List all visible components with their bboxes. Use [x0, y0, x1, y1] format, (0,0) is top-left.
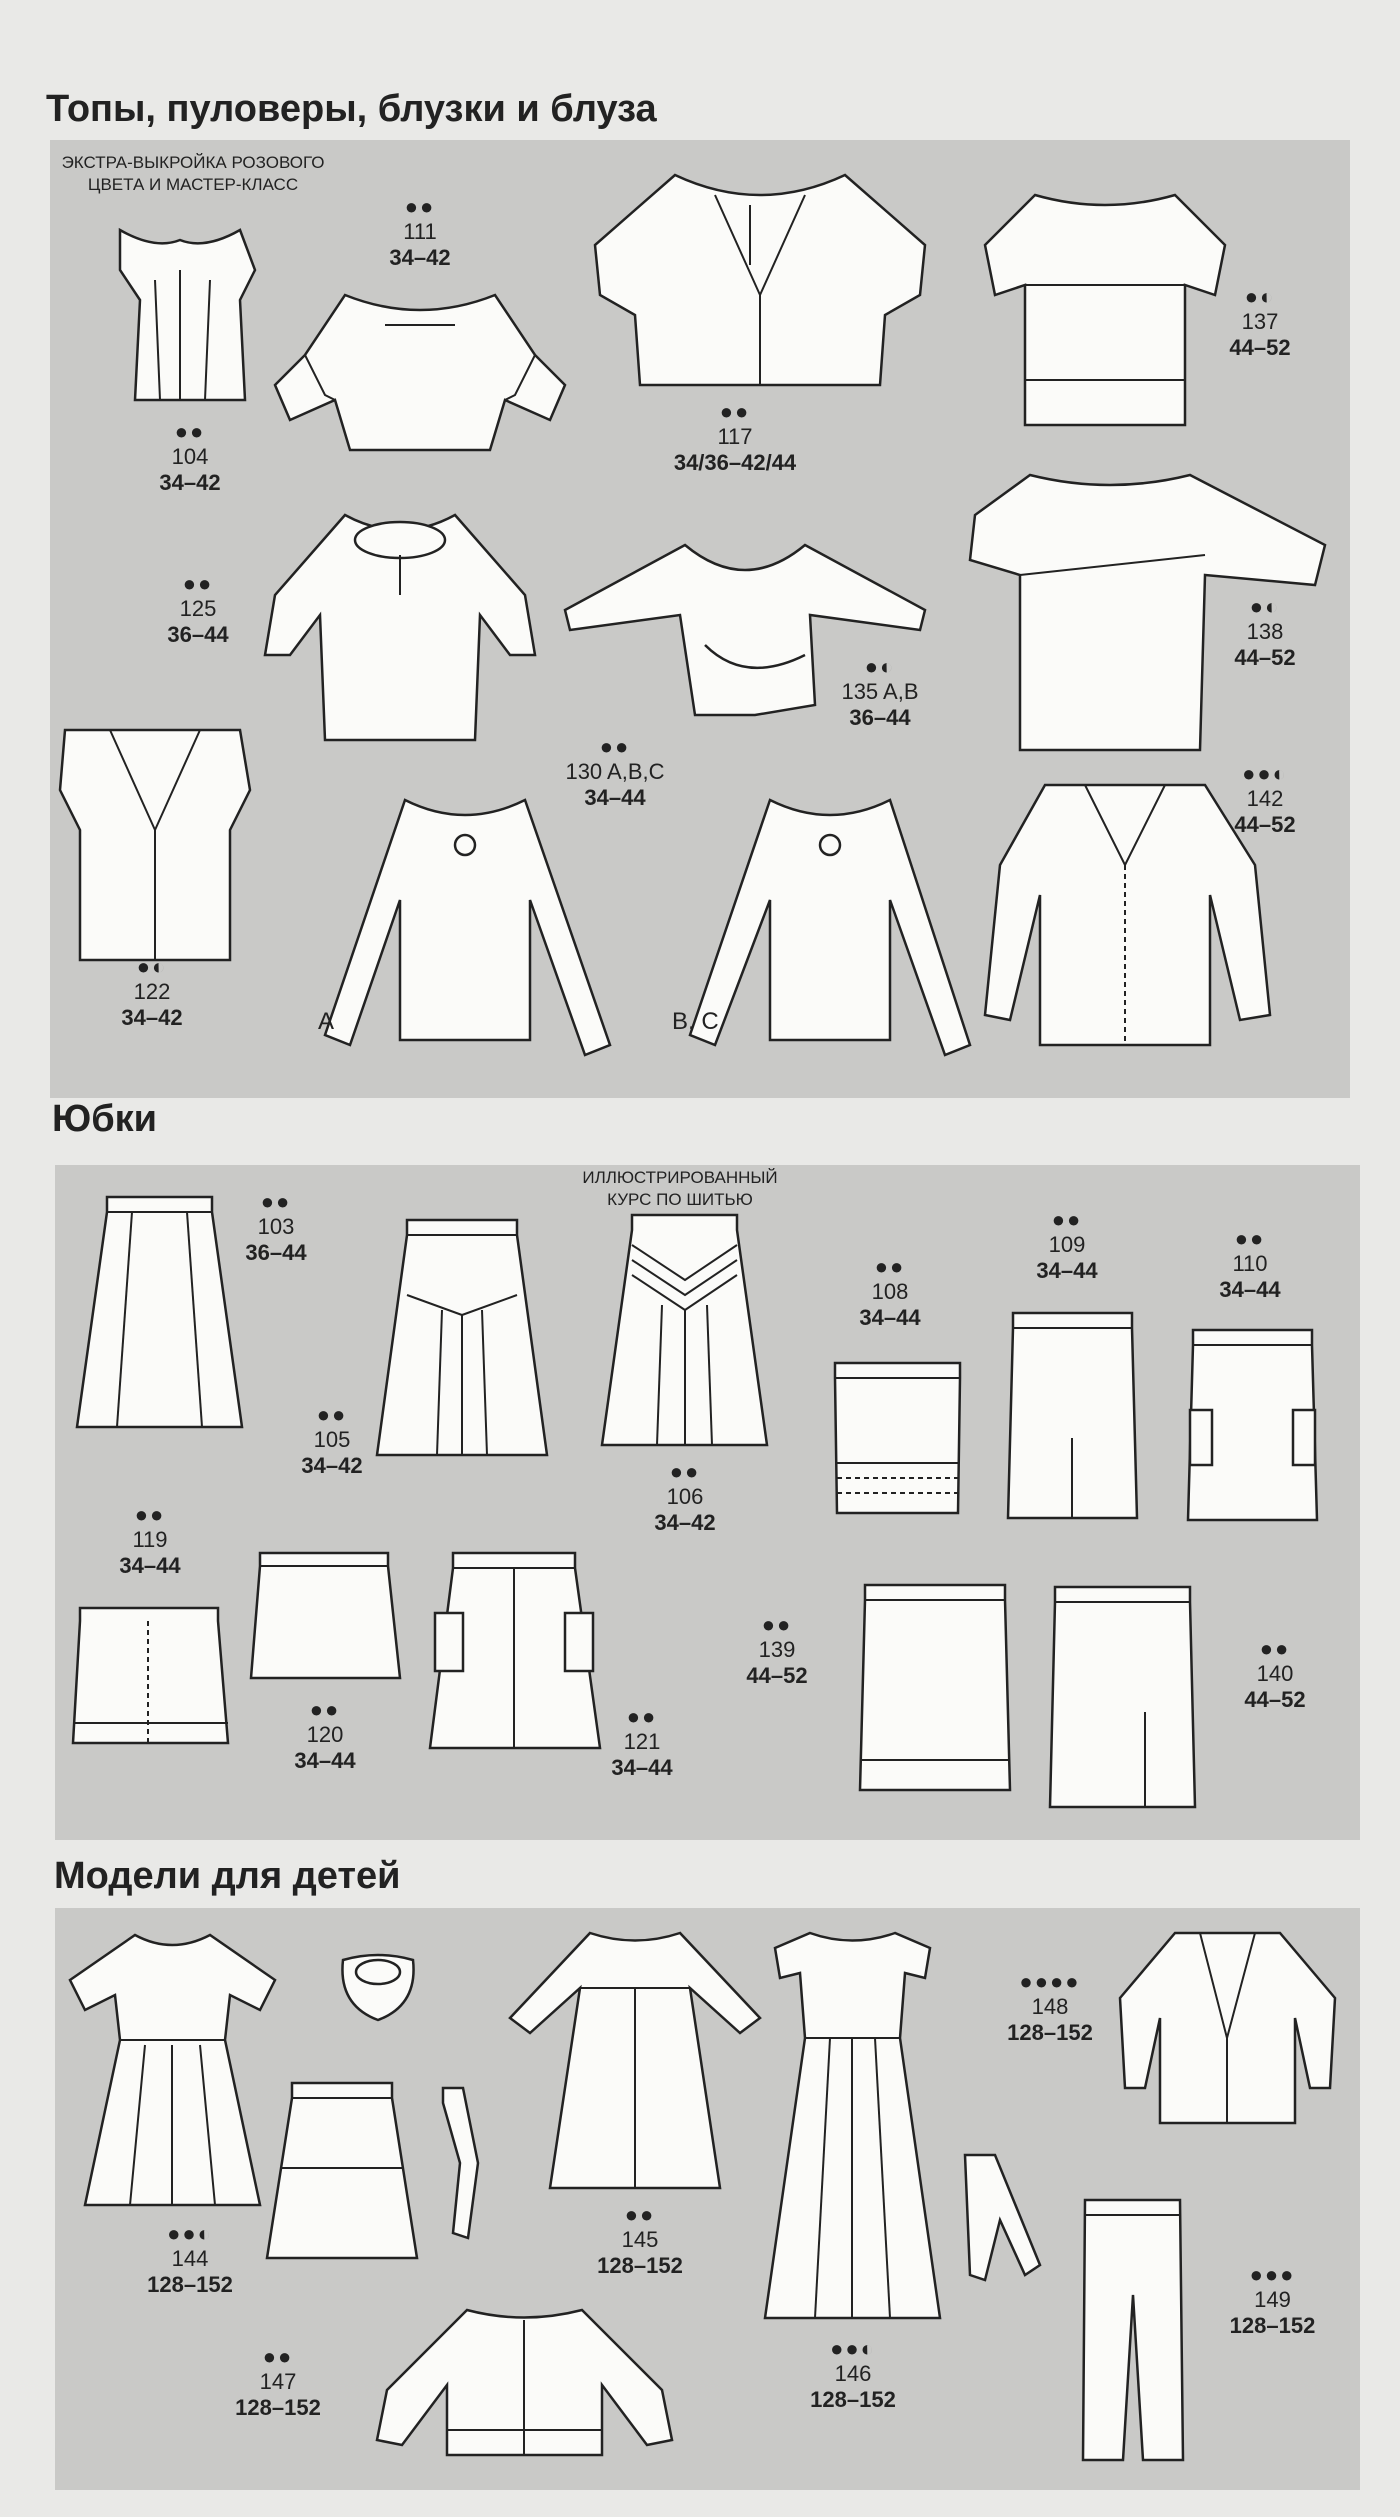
difficulty-dots: ●●◐	[167, 2221, 213, 2246]
size-range: 34–44	[584, 785, 646, 810]
size-range: 44–52	[746, 1663, 808, 1688]
model-number: 149	[1254, 2287, 1291, 2312]
garment-144-dress	[65, 1930, 280, 2210]
model-number: 138	[1246, 619, 1284, 644]
difficulty-dots: ●●●	[1249, 2262, 1296, 2287]
model-117-label	[645, 400, 825, 476]
difficulty-dots: ●●	[626, 1704, 658, 1729]
garment-146-dress	[755, 1928, 950, 2323]
garment-137-pullover	[975, 185, 1235, 430]
kids-section-title: Модели для детей	[54, 1855, 401, 1897]
model-number: 111	[403, 219, 437, 244]
model-110-label	[1200, 1227, 1300, 1303]
model-number: 103	[257, 1214, 295, 1239]
model-146-label	[793, 2337, 913, 2413]
garment-148-jacket	[1115, 1928, 1340, 2128]
size-range: 44–52	[1244, 1687, 1306, 1712]
size-range: 36–44	[167, 622, 229, 647]
tops-section-title: Топы, пуловеры, блузки и блуза	[46, 88, 657, 130]
model-number: 117	[717, 424, 753, 449]
model-145-label	[580, 2203, 700, 2279]
difficulty-dots: ●●	[262, 2344, 294, 2369]
difficulty-dots: ●●◐	[830, 2336, 876, 2361]
extra-pattern-note	[48, 152, 338, 196]
model-142-label	[1215, 762, 1315, 838]
garment-103-skirt	[72, 1192, 247, 1432]
variant-a-label: A	[318, 1008, 335, 1035]
garment-145-dress	[505, 1928, 765, 2193]
model-103-label	[226, 1190, 326, 1266]
size-range: 44–52	[1229, 335, 1291, 360]
model-144-label	[130, 2222, 250, 2298]
difficulty-dots: ●◐	[864, 654, 896, 679]
difficulty-dots: ●●	[874, 1254, 906, 1279]
difficulty-dots: ●◐	[1249, 594, 1281, 619]
garment-108-skirt	[830, 1358, 965, 1518]
garment-122-top	[50, 720, 260, 970]
size-range: 34–42	[389, 245, 451, 270]
model-109-label	[1017, 1208, 1117, 1284]
sewing-course-note-line1: ИЛЛЮСТРИРОВАННЫЙ	[582, 1168, 778, 1187]
model-105-label	[282, 1403, 382, 1479]
difficulty-dots: ●◐	[1244, 284, 1276, 309]
model-122-label	[102, 955, 202, 1031]
model-108-label	[840, 1255, 940, 1331]
size-range: 128–152	[597, 2253, 683, 2278]
garment-140-skirt	[1045, 1582, 1200, 1812]
model-130-label	[545, 735, 685, 811]
size-range: 128–152	[1229, 2313, 1316, 2338]
difficulty-dots: ●●	[719, 399, 751, 424]
difficulty-dots: ●●	[316, 1402, 348, 1427]
model-111-label	[370, 195, 470, 271]
model-number: 122	[133, 979, 171, 1004]
garment-109-skirt	[1005, 1308, 1140, 1523]
size-range: 34–42	[654, 1510, 716, 1535]
difficulty-dots: ●●	[134, 1502, 166, 1527]
skirts-section-title: Юбки	[52, 1098, 158, 1140]
model-number: 109	[1048, 1232, 1086, 1257]
difficulty-dots: ●◐	[136, 954, 168, 979]
size-range: 34–42	[159, 470, 221, 495]
extra-pattern-note-line1: ЭКСТРА-ВЫКРОЙКА РОЗОВОГО	[61, 153, 325, 172]
size-range: 34–44	[859, 1305, 921, 1330]
garment-117-jacket	[585, 165, 935, 395]
difficulty-dots: ●●	[761, 1612, 793, 1637]
model-number: 144	[171, 2246, 209, 2271]
extra-pattern-note-line2: ЦВЕТА И МАСТЕР-КЛАСС	[87, 175, 299, 194]
size-range: 34–44	[1036, 1258, 1098, 1283]
garment-105-skirt	[372, 1215, 552, 1460]
model-140-label	[1225, 1637, 1325, 1713]
garment-110-skirt	[1185, 1325, 1320, 1525]
size-range: 34/36–42/44	[673, 450, 797, 475]
model-135-label	[820, 655, 940, 731]
size-range: 34–44	[611, 1755, 673, 1780]
garment-130bc-top	[680, 790, 980, 1060]
garment-144-skirt	[262, 2078, 422, 2263]
model-147-label	[218, 2345, 338, 2421]
model-119-label	[100, 1503, 200, 1579]
model-number: 135 A,B	[841, 679, 919, 704]
model-number: 148	[1031, 1994, 1069, 2019]
garment-130a-top	[315, 790, 620, 1060]
model-number: 106	[666, 1484, 704, 1509]
garment-104-top	[100, 210, 280, 410]
size-range: 36–44	[245, 1240, 307, 1265]
model-number: 146	[834, 2361, 872, 2386]
difficulty-dots: ●●	[669, 1459, 701, 1484]
model-number: 142	[1246, 786, 1284, 811]
model-106-label	[635, 1460, 735, 1536]
difficulty-dots: ●●	[1234, 1226, 1266, 1251]
model-number: 108	[871, 1279, 909, 1304]
model-number: 147	[259, 2369, 297, 2394]
model-number: 110	[1232, 1251, 1268, 1276]
size-range: 34–44	[294, 1748, 356, 1773]
garment-111-top	[265, 285, 575, 470]
model-number: 105	[313, 1427, 351, 1452]
size-range: 128–152	[810, 2387, 896, 2412]
difficulty-dots: ●●	[404, 194, 436, 219]
model-120-label	[275, 1698, 375, 1774]
garment-146-belt	[955, 2150, 1045, 2285]
size-range: 128–152	[1007, 2020, 1093, 2045]
garment-149-pants	[1075, 2195, 1190, 2465]
difficulty-dots: ●●	[624, 2202, 656, 2227]
variant-bc-label: B, C	[672, 1008, 719, 1035]
difficulty-dots: ●●	[1051, 1207, 1083, 1232]
model-139-label	[727, 1613, 827, 1689]
model-number: 125	[179, 596, 217, 621]
model-125-label	[148, 572, 248, 648]
sewing-course-note-line2: КУРС ПО ШИТЬЮ	[607, 1190, 753, 1209]
model-number: 121	[623, 1729, 661, 1754]
model-137-label	[1210, 285, 1310, 361]
model-number: 139	[758, 1637, 796, 1662]
size-range: 34–42	[301, 1453, 363, 1478]
model-number: 137	[1241, 309, 1279, 334]
difficulty-dots: ●●	[1259, 1636, 1291, 1661]
model-138-label	[1215, 595, 1315, 671]
garment-120-skirt	[248, 1548, 403, 1683]
garment-121-skirt	[425, 1548, 605, 1753]
garment-144-collar	[338, 1950, 418, 2025]
difficulty-dots: ●●	[309, 1697, 341, 1722]
model-148-label	[985, 1970, 1115, 2046]
garment-119-skirt	[68, 1603, 233, 1748]
garment-125-blouse	[255, 505, 545, 745]
size-range: 44–52	[1234, 812, 1296, 837]
difficulty-dots: ●●	[599, 734, 631, 759]
model-104-label	[140, 420, 240, 496]
garment-147-jacket	[372, 2305, 677, 2465]
model-121-label	[592, 1705, 692, 1781]
size-range: 36–44	[849, 705, 911, 730]
garment-106-skirt	[597, 1210, 772, 1450]
model-149-label	[1210, 2263, 1335, 2339]
sewing-course-note	[550, 1167, 810, 1211]
difficulty-dots: ●●	[260, 1189, 292, 1214]
model-number: 130 A,B,C	[565, 759, 665, 784]
model-number: 140	[1256, 1661, 1294, 1686]
difficulty-dots: ●●	[182, 571, 214, 596]
size-range: 44–52	[1234, 645, 1296, 670]
size-range: 34–44	[1219, 1277, 1281, 1302]
garment-144-belt	[428, 2083, 483, 2243]
difficulty-dots: ●●◐	[1242, 761, 1288, 786]
difficulty-dots: ●●	[174, 419, 206, 444]
model-number: 120	[306, 1722, 344, 1747]
model-number: 145	[621, 2227, 659, 2252]
garment-139-skirt	[855, 1580, 1015, 1795]
size-range: 128–152	[147, 2272, 233, 2297]
size-range: 34–44	[119, 1553, 181, 1578]
model-number: 104	[171, 444, 209, 469]
size-range: 34–42	[121, 1005, 183, 1030]
size-range: 128–152	[235, 2395, 321, 2420]
model-number: 119	[132, 1527, 168, 1552]
difficulty-dots: ●●●●	[1019, 1969, 1081, 1994]
